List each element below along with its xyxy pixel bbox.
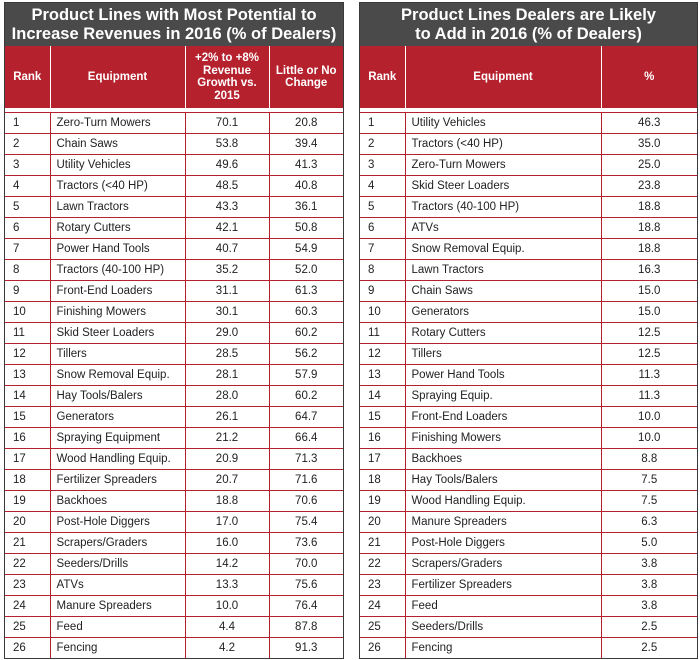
growth-cell: 31.1 [185, 281, 269, 302]
equipment-cell: Rotary Cutters [50, 218, 185, 239]
equipment-cell: Tractors (<40 HP) [405, 134, 601, 155]
table-row [5, 218, 343, 239]
rank-cell: 10 [360, 302, 405, 323]
growth-cell: 20.9 [185, 449, 269, 470]
rank-cell: 17 [360, 449, 405, 470]
percent-cell: 7.5 [601, 491, 697, 512]
percent-cell: 18.8 [601, 218, 697, 239]
title-line-2: to Add in 2016 (% of Dealers) [415, 25, 642, 43]
equipment-cell: Generators [405, 302, 601, 323]
equipment-header: Equipment [405, 46, 601, 108]
title-line-1: Product Lines with Most Potential to [31, 6, 317, 24]
equipment-cell: Finishing Mowers [405, 428, 601, 449]
equipment-cell: Rotary Cutters [405, 323, 601, 344]
little-change-cell: 71.3 [269, 449, 343, 470]
little-change-cell: 87.8 [269, 617, 343, 638]
little-change-cell: 36.1 [269, 197, 343, 218]
rank-cell: 8 [5, 260, 50, 281]
equipment-cell: Fertilizer Spreaders [405, 575, 601, 596]
rank-cell: 13 [360, 365, 405, 386]
little-change-cell: 60.2 [269, 386, 343, 407]
equipment-cell: ATVs [405, 218, 601, 239]
little-change-cell: 52.0 [269, 260, 343, 281]
header-row [5, 46, 343, 108]
equipment-cell: Skid Steer Loaders [405, 176, 601, 197]
equipment-cell: Spraying Equipment [50, 428, 185, 449]
percent-cell: 6.3 [601, 512, 697, 533]
percent-cell: 2.5 [601, 617, 697, 638]
equipment-cell: Scrapers/Graders [50, 533, 185, 554]
revenue-potential-panel [4, 2, 344, 659]
little-change-cell: 40.8 [269, 176, 343, 197]
percent-cell: 35.0 [601, 134, 697, 155]
rank-cell: 9 [5, 281, 50, 302]
table-row [360, 554, 697, 575]
growth-cell: 28.0 [185, 386, 269, 407]
equipment-cell: Zero-Turn Mowers [50, 113, 185, 134]
table-row [360, 575, 697, 596]
revenue-potential-table [5, 46, 343, 658]
equipment-cell: Snow Removal Equip. [50, 365, 185, 386]
little-change-cell: 20.8 [269, 113, 343, 134]
likely-add-table [360, 46, 697, 658]
table-row [5, 512, 343, 533]
table-row [360, 470, 697, 491]
equipment-cell: Snow Removal Equip. [405, 239, 601, 260]
rank-cell: 4 [5, 176, 50, 197]
rank-cell: 5 [5, 197, 50, 218]
percent-cell: 16.3 [601, 260, 697, 281]
growth-cell: 20.7 [185, 470, 269, 491]
table-row [360, 302, 697, 323]
rank-cell: 4 [360, 176, 405, 197]
rank-cell: 5 [360, 197, 405, 218]
little-change-cell: 70.6 [269, 491, 343, 512]
rank-header: Rank [5, 46, 50, 108]
percent-header: % [601, 46, 697, 108]
little-change-cell: 50.8 [269, 218, 343, 239]
rank-cell: 15 [5, 407, 50, 428]
equipment-cell: Chain Saws [50, 134, 185, 155]
rank-cell: 7 [360, 239, 405, 260]
table-row [5, 344, 343, 365]
equipment-cell: Hay Tools/Balers [405, 470, 601, 491]
equipment-cell: Manure Spreaders [405, 512, 601, 533]
rank-cell: 25 [360, 617, 405, 638]
percent-cell: 7.5 [601, 470, 697, 491]
table-row [360, 386, 697, 407]
growth-cell: 29.0 [185, 323, 269, 344]
table-row [5, 533, 343, 554]
equipment-cell: Feed [50, 617, 185, 638]
equipment-header: Equipment [50, 46, 185, 108]
growth-cell: 4.4 [185, 617, 269, 638]
percent-cell: 11.3 [601, 386, 697, 407]
table-row [5, 281, 343, 302]
growth-cell: 13.3 [185, 575, 269, 596]
rank-cell: 6 [360, 218, 405, 239]
rank-cell: 13 [5, 365, 50, 386]
little-change-cell: 57.9 [269, 365, 343, 386]
rank-cell: 14 [360, 386, 405, 407]
table-row [360, 155, 697, 176]
revenue-potential-body [5, 108, 343, 658]
table-row [5, 239, 343, 260]
table-row [5, 113, 343, 134]
equipment-cell: Spraying Equip. [405, 386, 601, 407]
little-change-cell: 75.4 [269, 512, 343, 533]
growth-header: +2% to +8% Revenue Growth vs. 2015 [185, 46, 269, 108]
percent-cell: 3.8 [601, 554, 697, 575]
table-row [360, 449, 697, 470]
percent-cell: 3.8 [601, 596, 697, 617]
growth-cell: 21.2 [185, 428, 269, 449]
rank-cell: 3 [5, 155, 50, 176]
table-row [5, 134, 343, 155]
rank-cell: 14 [5, 386, 50, 407]
table-row [5, 449, 343, 470]
rank-cell: 17 [5, 449, 50, 470]
little-change-header: Little or No Change [269, 46, 343, 108]
equipment-cell: Scrapers/Graders [405, 554, 601, 575]
rank-cell: 18 [360, 470, 405, 491]
rank-cell: 12 [360, 344, 405, 365]
table-row [360, 365, 697, 386]
equipment-cell: Power Hand Tools [50, 239, 185, 260]
little-change-cell: 64.7 [269, 407, 343, 428]
growth-cell: 49.6 [185, 155, 269, 176]
percent-cell: 15.0 [601, 302, 697, 323]
equipment-cell: Backhoes [50, 491, 185, 512]
percent-cell: 3.8 [601, 575, 697, 596]
table-row [5, 554, 343, 575]
growth-cell: 28.5 [185, 344, 269, 365]
rank-cell: 20 [360, 512, 405, 533]
table-row [360, 197, 697, 218]
likely-add-body [360, 108, 697, 658]
title-line-2: Increase Revenues in 2016 (% of Dealers) [11, 25, 337, 43]
rank-cell: 24 [5, 596, 50, 617]
growth-cell: 40.7 [185, 239, 269, 260]
equipment-cell: Power Hand Tools [405, 365, 601, 386]
rank-header: Rank [360, 46, 405, 108]
rank-cell: 26 [5, 638, 50, 659]
equipment-cell: Generators [50, 407, 185, 428]
equipment-cell: Manure Spreaders [50, 596, 185, 617]
percent-cell: 5.0 [601, 533, 697, 554]
table-row [5, 407, 343, 428]
equipment-cell: Post-Hole Diggers [405, 533, 601, 554]
rank-cell: 2 [360, 134, 405, 155]
table-row [5, 197, 343, 218]
equipment-cell: Tillers [50, 344, 185, 365]
equipment-cell: Hay Tools/Balers [50, 386, 185, 407]
equipment-cell: Feed [405, 596, 601, 617]
table-row [360, 617, 697, 638]
growth-cell: 26.1 [185, 407, 269, 428]
growth-cell: 17.0 [185, 512, 269, 533]
little-change-cell: 71.6 [269, 470, 343, 491]
table-row [360, 134, 697, 155]
rank-cell: 24 [360, 596, 405, 617]
rank-cell: 22 [360, 554, 405, 575]
table-row [5, 470, 343, 491]
equipment-cell: Wood Handling Equip. [405, 491, 601, 512]
little-change-cell: 39.4 [269, 134, 343, 155]
little-change-cell: 60.2 [269, 323, 343, 344]
percent-cell: 11.3 [601, 365, 697, 386]
growth-cell: 28.1 [185, 365, 269, 386]
growth-cell: 35.2 [185, 260, 269, 281]
little-change-cell: 76.4 [269, 596, 343, 617]
table-row [5, 491, 343, 512]
percent-cell: 12.5 [601, 323, 697, 344]
table-row [5, 155, 343, 176]
percent-cell: 18.8 [601, 197, 697, 218]
table-row [5, 260, 343, 281]
equipment-cell: Lawn Tractors [405, 260, 601, 281]
rank-cell: 8 [360, 260, 405, 281]
table-row [5, 302, 343, 323]
growth-cell: 4.2 [185, 638, 269, 659]
equipment-cell: Utility Vehicles [405, 113, 601, 134]
growth-cell: 43.3 [185, 197, 269, 218]
little-change-cell: 66.4 [269, 428, 343, 449]
table-row [5, 575, 343, 596]
rank-cell: 19 [360, 491, 405, 512]
table-row [360, 113, 697, 134]
percent-cell: 12.5 [601, 344, 697, 365]
revenue-potential-title [5, 3, 343, 46]
equipment-cell: Lawn Tractors [50, 197, 185, 218]
growth-cell: 48.5 [185, 176, 269, 197]
equipment-cell: Fencing [405, 638, 601, 659]
little-change-cell: 54.9 [269, 239, 343, 260]
rank-cell: 23 [5, 575, 50, 596]
rank-cell: 3 [360, 155, 405, 176]
equipment-cell: Tillers [405, 344, 601, 365]
rank-cell: 26 [360, 638, 405, 659]
table-row [360, 512, 697, 533]
percent-cell: 10.0 [601, 428, 697, 449]
table-row [5, 617, 343, 638]
rank-cell: 16 [360, 428, 405, 449]
equipment-cell: Fencing [50, 638, 185, 659]
rank-cell: 18 [5, 470, 50, 491]
growth-cell: 18.8 [185, 491, 269, 512]
growth-cell: 70.1 [185, 113, 269, 134]
percent-cell: 25.0 [601, 155, 697, 176]
table-row [5, 638, 343, 659]
rank-cell: 21 [360, 533, 405, 554]
equipment-cell: Front-End Loaders [405, 407, 601, 428]
table-row [360, 344, 697, 365]
percent-cell: 23.8 [601, 176, 697, 197]
table-row [360, 491, 697, 512]
percent-cell: 15.0 [601, 281, 697, 302]
little-change-cell: 41.3 [269, 155, 343, 176]
table-row [360, 260, 697, 281]
equipment-cell: Seeders/Drills [50, 554, 185, 575]
little-change-cell: 73.6 [269, 533, 343, 554]
rank-cell: 20 [5, 512, 50, 533]
rank-cell: 16 [5, 428, 50, 449]
table-row [5, 386, 343, 407]
growth-cell: 16.0 [185, 533, 269, 554]
little-change-cell: 75.6 [269, 575, 343, 596]
little-change-cell: 70.0 [269, 554, 343, 575]
table-row [360, 638, 697, 659]
little-change-cell: 61.3 [269, 281, 343, 302]
equipment-cell: Tractors (40-100 HP) [405, 197, 601, 218]
growth-cell: 42.1 [185, 218, 269, 239]
table-row [5, 428, 343, 449]
growth-cell: 30.1 [185, 302, 269, 323]
equipment-cell: Seeders/Drills [405, 617, 601, 638]
table-row [360, 533, 697, 554]
percent-cell: 8.8 [601, 449, 697, 470]
little-change-cell: 60.3 [269, 302, 343, 323]
rank-cell: 15 [360, 407, 405, 428]
equipment-cell: Zero-Turn Mowers [405, 155, 601, 176]
table-row [360, 239, 697, 260]
header-row [360, 46, 697, 108]
percent-cell: 10.0 [601, 407, 697, 428]
rank-cell: 11 [360, 323, 405, 344]
equipment-cell: ATVs [50, 575, 185, 596]
table-row [360, 323, 697, 344]
equipment-cell: Skid Steer Loaders [50, 323, 185, 344]
rank-cell: 21 [5, 533, 50, 554]
table-row [360, 176, 697, 197]
table-row [5, 176, 343, 197]
little-change-cell: 91.3 [269, 638, 343, 659]
likely-add-title [360, 3, 697, 46]
equipment-cell: Utility Vehicles [50, 155, 185, 176]
percent-cell: 18.8 [601, 239, 697, 260]
table-row [360, 218, 697, 239]
rank-cell: 23 [360, 575, 405, 596]
equipment-cell: Post-Hole Diggers [50, 512, 185, 533]
likely-add-panel [359, 2, 698, 659]
percent-cell: 2.5 [601, 638, 697, 659]
equipment-cell: Backhoes [405, 449, 601, 470]
equipment-cell: Fertilizer Spreaders [50, 470, 185, 491]
little-change-cell: 56.2 [269, 344, 343, 365]
table-row [360, 281, 697, 302]
rank-cell: 19 [5, 491, 50, 512]
equipment-cell: Chain Saws [405, 281, 601, 302]
table-row [5, 323, 343, 344]
table-row [5, 365, 343, 386]
table-row [5, 596, 343, 617]
rank-cell: 1 [360, 113, 405, 134]
rank-cell: 25 [5, 617, 50, 638]
table-row [360, 407, 697, 428]
growth-cell: 10.0 [185, 596, 269, 617]
growth-cell: 14.2 [185, 554, 269, 575]
title-line-1: Product Lines Dealers are Likely [401, 6, 656, 24]
table-row [360, 428, 697, 449]
rank-cell: 22 [5, 554, 50, 575]
equipment-cell: Tractors (<40 HP) [50, 176, 185, 197]
rank-cell: 9 [360, 281, 405, 302]
table-row [360, 596, 697, 617]
equipment-cell: Wood Handling Equip. [50, 449, 185, 470]
percent-cell: 46.3 [601, 113, 697, 134]
rank-cell: 2 [5, 134, 50, 155]
rank-cell: 12 [5, 344, 50, 365]
growth-cell: 53.8 [185, 134, 269, 155]
rank-cell: 11 [5, 323, 50, 344]
rank-cell: 6 [5, 218, 50, 239]
equipment-cell: Finishing Mowers [50, 302, 185, 323]
rank-cell: 7 [5, 239, 50, 260]
rank-cell: 10 [5, 302, 50, 323]
rank-cell: 1 [5, 113, 50, 134]
equipment-cell: Front-End Loaders [50, 281, 185, 302]
equipment-cell: Tractors (40-100 HP) [50, 260, 185, 281]
